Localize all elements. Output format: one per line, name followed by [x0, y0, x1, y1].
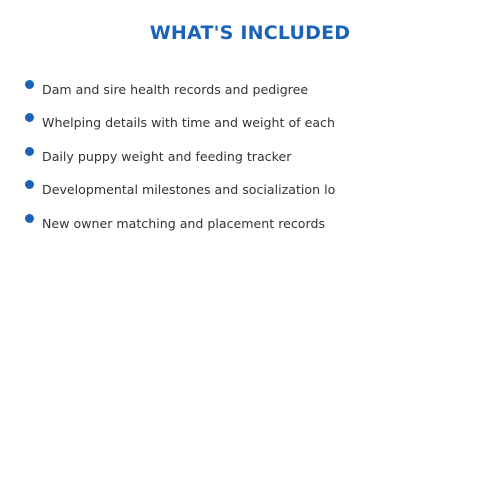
bullet-dot-icon — [25, 180, 34, 189]
list-item-label: Daily puppy weight and feeding tracker — [42, 148, 292, 164]
list-item — [0, 111, 500, 144]
bullet-dot-icon — [25, 80, 34, 89]
list-item-label: Whelping details with time and weight of each — [42, 115, 335, 131]
bullet-dot-icon — [25, 147, 34, 156]
list-item — [0, 78, 500, 111]
list-item — [0, 145, 500, 178]
bullet-dot-icon — [25, 214, 34, 223]
included-list — [0, 78, 500, 245]
list-item — [0, 212, 500, 245]
bullet-dot-icon — [25, 113, 34, 122]
list-item — [0, 178, 500, 211]
list-item-label: Developmental milestones and socialization lo — [42, 182, 336, 198]
list-item-label: New owner matching and placement records — [42, 215, 326, 231]
list-item-label: Dam and sire health records and pedigree — [42, 82, 309, 97]
page-title: WHAT'S INCLUDED — [149, 22, 351, 44]
